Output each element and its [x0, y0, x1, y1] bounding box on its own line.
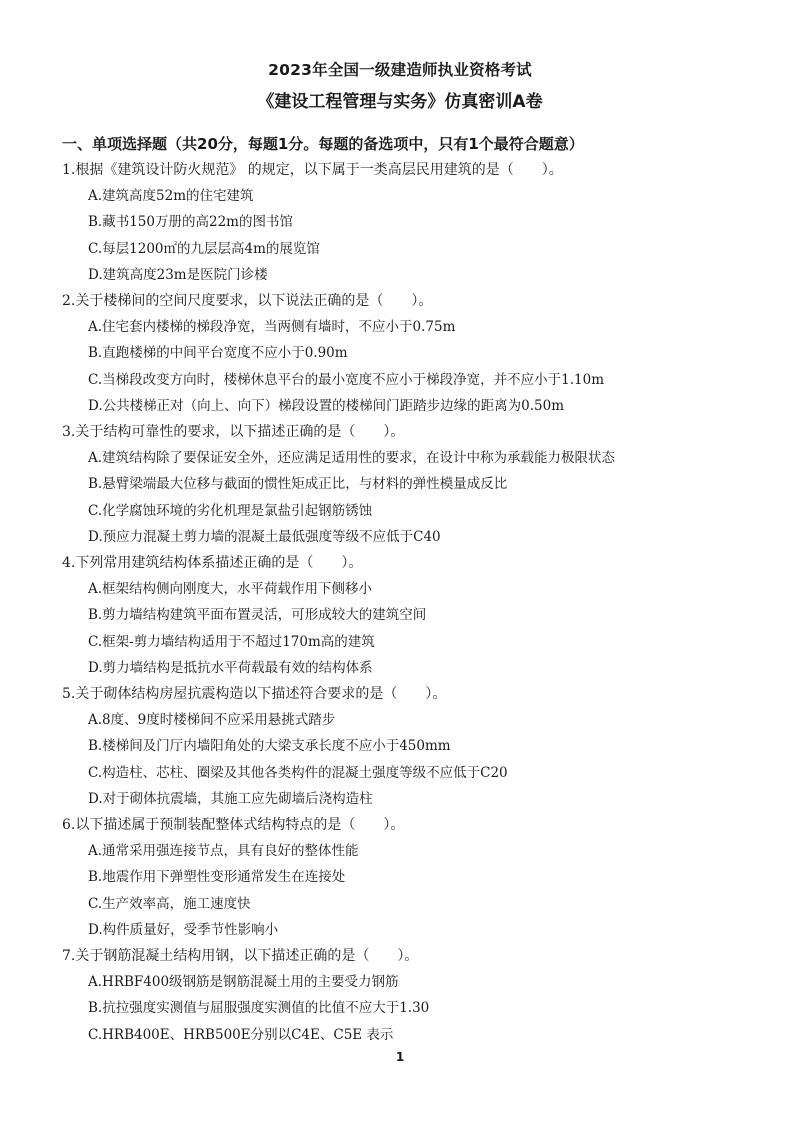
question-option: A.通常采用强连接节点，具有良好的整体性能	[88, 843, 359, 860]
question-option: B.地震作用下弹塑性变形通常发生在连接处	[88, 869, 346, 886]
question-option: D.预应力混凝土剪力墙的混凝土最低强度等级不应低于C40	[88, 528, 441, 545]
question-option: A.HRBF400级钢筋是钢筋混凝土用的主要受力钢筋	[88, 974, 399, 991]
question-option: A.建筑结构除了要保证安全外，还应满足适用性的要求，在设计中称为承载能力极限状态	[88, 450, 616, 467]
question-option: A.住宅套内楼梯的梯段净宽，当两侧有墙时，不应小于0.75m	[88, 319, 456, 336]
question-option: D.对于砌体抗震墙，其施工应先砌墙后浇构造柱	[88, 790, 373, 807]
question-option: C.化学腐蚀环境的劣化机理是氯盐引起钢筋锈蚀	[88, 502, 373, 519]
question-option: C.每层1200㎡的九层层高4m的展览馆	[88, 240, 320, 257]
question-option: A.框架结构侧向刚度大，水平荷载作用下侧移小	[88, 581, 373, 598]
question-option: C.生产效率高，施工速度快	[88, 895, 251, 912]
question-stem: 1.根据《建筑设计防火规范》 的规定，以下属于一类高层民用建筑的是（ ）。	[62, 162, 563, 178]
question-stem: 4.下列常用建筑结构体系描述正确的是（ ）。	[62, 555, 363, 571]
question-option: B.抗拉强度实测值与屈服强度实测值的比值不应大于1.30	[88, 1000, 430, 1017]
question-stem: 3.关于结构可靠性的要求，以下描述正确的是（ ）。	[62, 424, 405, 440]
question-stem: 7.关于钢筋混凝土结构用钢，以下描述正确的是（ ）。	[62, 948, 419, 964]
question-option: B.藏书150万册的高22m的图书馆	[88, 214, 293, 231]
question-option: D.公共楼梯正对（向上、向下）梯段设置的楼梯间门距踏步边缘的距离为0.50m	[88, 397, 564, 414]
question-option: B.悬臂梁端最大位移与截面的惯性矩成正比，与材料的弹性模量成反比	[88, 476, 508, 493]
question-option: C.HRB400E、HRB500E分别以C4E、C5E 表示	[88, 1026, 394, 1043]
question-option: A.建筑高度52m的住宅建筑	[88, 188, 254, 205]
question-option: B.直跑楼梯的中间平台宽度不应小于0.90m	[88, 345, 348, 362]
question-stem: 6.以下描述属于预制装配整体式结构特点的是（ ）。	[62, 817, 405, 833]
question-option: D.剪力墙结构是抵抗水平荷载最有效的结构体系	[88, 659, 373, 676]
exam-title: 2023年全国一级建造师执业资格考试	[268, 61, 532, 79]
question-option: D.构件质量好，受季节性影响小	[88, 921, 279, 938]
question-stem: 5.关于砌体结构房屋抗震构造以下描述符合要求的是（ ）。	[62, 686, 447, 702]
page-number: 1	[395, 1050, 405, 1064]
question-stem: 2.关于楼梯间的空间尺度要求，以下说法正确的是（ ）。	[62, 293, 433, 309]
question-option: B.楼梯间及门厅内墙阳角处的大梁支承长度不应小于450mm	[88, 738, 451, 755]
question-option: A.8度、9度时楼梯间不应采用悬挑式踏步	[88, 712, 336, 729]
question-option: B.剪力墙结构建筑平面布置灵活，可形成较大的建筑空间	[88, 607, 427, 624]
exam-subtitle: 《建设工程管理与实务》仿真密训A卷	[257, 92, 543, 112]
question-option: C.当梯段改变方向时，楼梯休息平台的最小宽度不应小于梯段净宽，并不应小于1.10m	[88, 371, 604, 388]
question-option: D.建筑高度23m是医院门诊楼	[88, 266, 268, 283]
question-option: C.构造柱、芯柱、圈梁及其他各类构件的混凝土强度等级不应低于C20	[88, 764, 508, 781]
question-option: C.框架-剪力墙结构适用于不超过170m高的建筑	[88, 633, 375, 650]
section-heading: 一、单项选择题（共20分，每题1分。每题的备选项中，只有1个最符合题意）	[62, 135, 584, 153]
